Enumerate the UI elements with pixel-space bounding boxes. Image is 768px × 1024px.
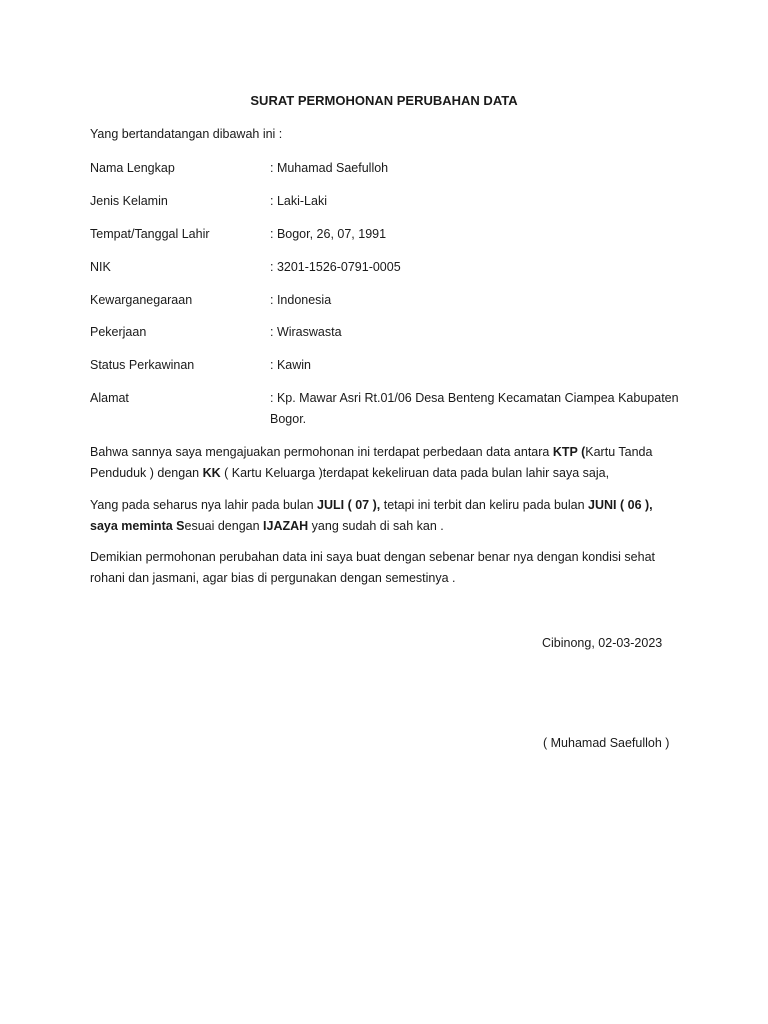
para2-text: Yang pada seharus nya lahir pada bulan [90,498,318,512]
field-label: Nama Lengkap [90,161,175,175]
para2-text: tetapi ini terbit dan keliru pada bulan [380,498,589,512]
para2-bold-juni: JUNI ( 06 ), saya meminta S [90,498,653,533]
signature-name: ( Muhamad Saefulloh ) [543,736,670,750]
field-value: : Bogor, 26, 07, 1991 [270,227,387,241]
para1-text: Bahwa sannya saya mengajuakan permohonan ini terdapat perbedaan data antara [90,445,553,459]
field-label: Kewarganegaraan [90,293,193,307]
para2-bold-juli: JULI ( 07 ), [317,498,381,512]
field-label: Jenis Kelamin [90,194,168,208]
para2-bold-ijazah: IJAZAH [263,519,309,533]
para1-text: ( Kartu Keluarga )terdapat kekeliruan data pada bulan lahir saya saja, [220,466,610,480]
paragraph-2 [90,495,680,537]
para2-text: esuai dengan [184,519,264,533]
letter-title: SURAT PERMOHONAN PERUBAHAN DATA [250,93,518,108]
intro-text: Yang bertandatangan dibawah ini : [90,127,283,141]
para2-text: yang sudah di sah kan . [308,519,444,533]
field-value: : 3201-1526-0791-0005 [270,260,401,274]
field-label: Pekerjaan [90,325,147,339]
field-value: : Muhamad Saefulloh [270,161,389,175]
field-value: : Wiraswasta [270,325,342,339]
field-value: : Indonesia [270,293,332,307]
para1-bold-kk: KK [202,466,221,480]
field-label: Status Perkawinan [90,358,195,372]
field-value: : Kp. Mawar Asri Rt.01/06 Desa Benteng Kecamatan Ciampea Kabupaten Bogor. [270,391,679,426]
para1-text: Kartu Tanda Penduduk ) dengan [90,445,653,480]
field-label: Alamat [90,391,129,405]
field-label: Tempat/Tanggal Lahir [90,227,210,241]
field-value: : Kawin [270,358,311,372]
paragraph-1 [90,442,680,484]
field-label: NIK [90,260,111,274]
field-value: : Laki-Laki [270,194,327,208]
para1-bold-ktp: KTP ( [552,445,586,459]
paragraph-3: Demikian permohonan perubahan data ini saya buat dengan sebenar benar nya dengan kondisi sehat rohani dan jasmani, agar bias di pergunakan dengan semestinya . [90,550,655,585]
place-date: Cibinong, 02-03-2023 [542,636,663,650]
